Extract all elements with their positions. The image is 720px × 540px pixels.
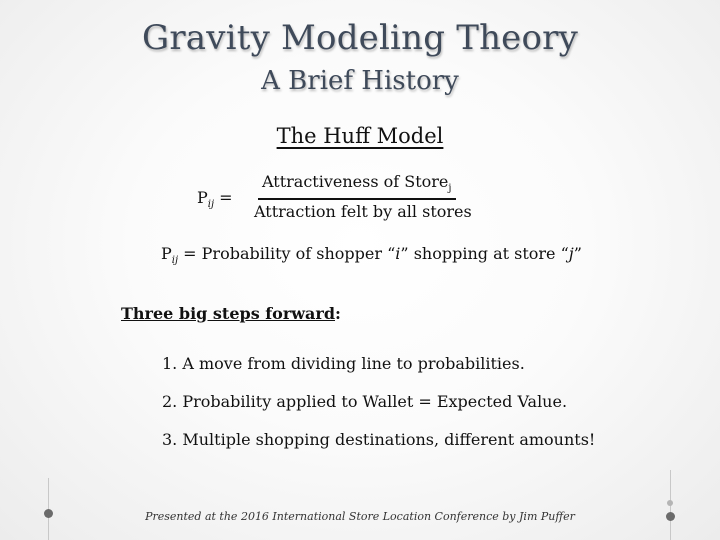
list-item: 3. Multiple shopping destinations, different amounts! bbox=[162, 430, 596, 449]
list-item: 1. A move from dividing line to probabilities. bbox=[162, 354, 525, 373]
model-heading: The Huff Model bbox=[276, 124, 444, 148]
numerator-sub: j bbox=[448, 183, 452, 195]
numerator-text: Attractiveness of Store bbox=[262, 172, 449, 191]
right-decoration-dot-small bbox=[667, 500, 673, 506]
definition-sub: ij bbox=[171, 255, 179, 267]
steps-list bbox=[162, 354, 595, 468]
fraction-bar bbox=[258, 198, 456, 200]
definition-var: P bbox=[161, 244, 172, 263]
slide-subtitle: A Brief History bbox=[261, 66, 459, 96]
formula-var-sub: ij bbox=[207, 199, 215, 211]
steps-heading bbox=[121, 304, 341, 323]
list-item: 2. Probability applied to Wallet = Expected Value. bbox=[162, 392, 568, 411]
definition-line bbox=[161, 244, 582, 266]
definition-text-3: ” bbox=[573, 244, 582, 263]
right-decoration-dot bbox=[666, 512, 675, 521]
definition-i: i bbox=[395, 244, 401, 263]
footer-credit: Presented at the 2016 International Store Location Conference by Jim Puffer bbox=[145, 510, 575, 523]
definition-text-2: ” shopping at store “ bbox=[400, 244, 569, 263]
steps-heading-colon: : bbox=[335, 304, 341, 323]
definition-text-1: = Probability of shopper “ bbox=[178, 244, 396, 263]
steps-heading-text: Three big steps forward bbox=[121, 304, 336, 323]
definition-j: j bbox=[568, 244, 574, 263]
formula-var: P bbox=[197, 188, 208, 207]
formula-denominator: Attraction felt by all stores bbox=[254, 202, 472, 221]
left-decoration-dot bbox=[44, 509, 53, 518]
formula-lhs bbox=[197, 188, 233, 210]
slide-title: Gravity Modeling Theory bbox=[141, 18, 579, 58]
formula-equals: = bbox=[219, 188, 233, 207]
formula-numerator bbox=[262, 172, 452, 194]
